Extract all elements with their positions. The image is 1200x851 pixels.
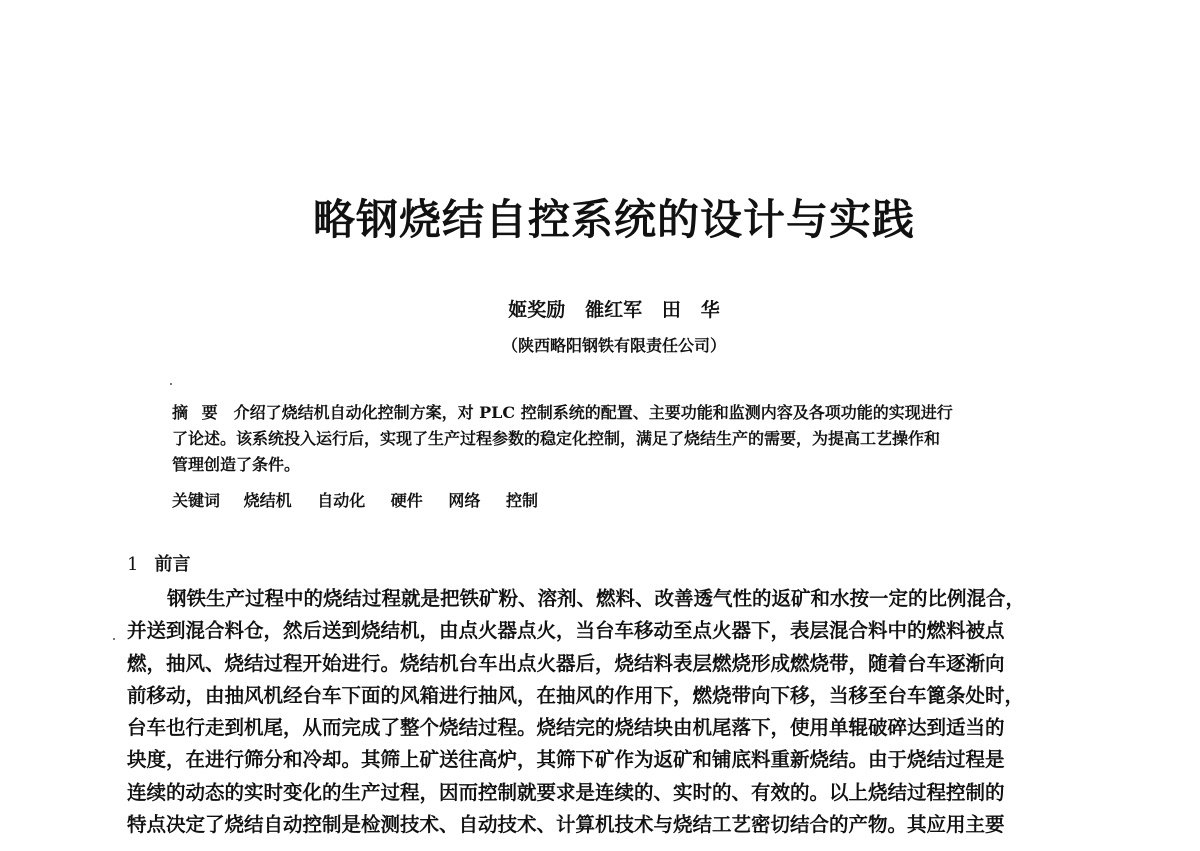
body-line: 连续的动态的实时变化的生产过程，因而控制就要求是连续的、实时的、有效的。以上烧结过程控制的 <box>127 780 1005 804</box>
abstract-block <box>172 400 1067 478</box>
body-line: 块度，在进行筛分和冷却。其筛上矿送往高炉，其筛下矿作为返矿和铺底料重新烧结。由于烧结过程是 <box>127 748 1005 772</box>
keyword: 网络 <box>448 491 481 510</box>
keyword: 硬件 <box>390 491 423 510</box>
body-line: 并送到混合料仓，然后送到烧结机，由点火器点火，当台车移动至点火器下，表层混合料中的燃料被点 <box>127 619 1005 643</box>
abstract-text: 介绍了烧结机自动化控制方案，对 PLC 控制系统的配置、主要功能和监测内容及各项功能的实现进行 <box>233 403 953 422</box>
section-heading <box>127 551 190 579</box>
author-list: 姬奖励 雒红军 田 华 <box>508 299 720 321</box>
keyword: 烧结机 <box>243 491 292 510</box>
keywords-label: 关键词 <box>172 491 221 510</box>
scan-speck <box>113 638 115 640</box>
keywords-block <box>172 488 558 514</box>
body-line: 前移动，由抽风机经台车下面的风箱进行抽风，在抽风的作用下，燃烧带向下移，当移至台车篦条处时， <box>127 683 1025 707</box>
abstract-line <box>172 400 1067 426</box>
keyword: 控制 <box>505 491 538 510</box>
body-line: 台车也行走到机尾，从而完成了整个烧结过程。烧结完的烧结块由机尾落下，使用单辊破碎达到适当的 <box>127 716 1005 740</box>
abstract-label: 摘 要 <box>172 403 222 422</box>
body-line: 钢铁生产过程中的烧结过程就是把铁矿粉、溶剂、燃料、改善透气性的返矿和水按一定的比例混合， <box>167 587 1026 610</box>
abstract-line: 管理创造了条件。 <box>172 455 301 474</box>
section-title: 前言 <box>154 554 191 575</box>
keyword: 自动化 <box>317 491 366 510</box>
body-line: 燃，抽风、烧结过程开始进行。烧结机台车出点火器后，烧结料表层燃烧形成燃烧带，随着台车逐渐向 <box>127 651 1005 675</box>
abstract-line: 了论述。该系统投入运行后，实现了生产过程参数的稳定化控制，满足了烧结生产的需要，为提高工艺操作和 <box>172 429 941 448</box>
paper-title: 略钢烧结自控系统的设计与实践 <box>312 195 915 244</box>
section-body <box>127 583 1102 841</box>
scan-speck <box>170 383 172 385</box>
body-line: 特点决定了烧结自动控制是检测技术、自动技术、计算机技术与烧结工艺密切结合的产物。其应用主要 <box>127 813 1005 837</box>
author-affiliation: （陕西略阳钢铁有限责任公司） <box>501 336 726 355</box>
section-number: 1 <box>127 554 139 575</box>
